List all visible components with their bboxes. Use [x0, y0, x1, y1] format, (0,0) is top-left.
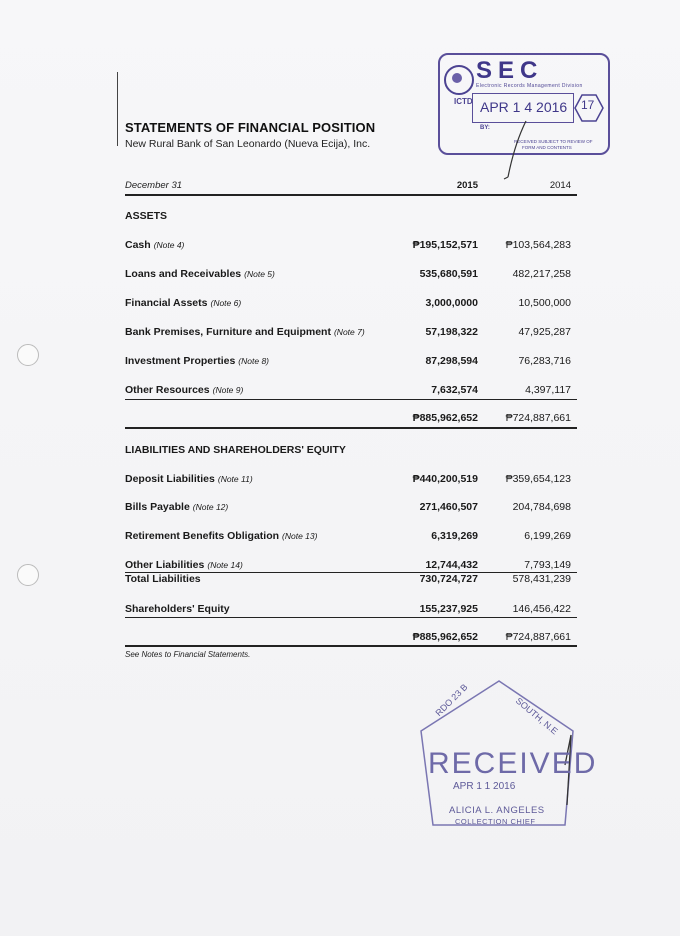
sec-stamp-note: RECEIVED SUBJECT TO REVIEW OF [514, 139, 593, 144]
assets-total-2015: ₱885,962,652 [412, 412, 478, 424]
received-stamp-word: RECEIVED [428, 747, 598, 780]
divider [125, 617, 577, 618]
date-header: December 31 [125, 180, 183, 191]
double-rule [125, 645, 577, 647]
table-header [125, 180, 577, 194]
column-header-2015: 2015 [456, 180, 478, 191]
grand-total-2015: ₱885,962,652 [412, 631, 478, 643]
row-note: (Note 5) [244, 269, 275, 279]
value-2015: 87,298,594 [425, 355, 478, 367]
assets-total-2014: ₱724,887,661 [505, 412, 571, 424]
value-2015: 535,680,591 [419, 268, 478, 280]
row-note: (Note 12) [192, 502, 229, 512]
table-row [125, 384, 577, 398]
row-label: Loans and Receivables [125, 268, 242, 280]
row-note: (Note 14) [207, 560, 243, 570]
value-2014: 6,199,269 [524, 530, 571, 542]
assets-total-row [125, 412, 577, 426]
sec-stamp-word: SEC [476, 57, 544, 84]
row-note: (Note 9) [212, 385, 244, 395]
assets-heading: ASSETS [125, 210, 168, 222]
punch-hole [17, 344, 39, 366]
received-stamp-region: SOUTH, N.E [513, 695, 560, 737]
row-note: (Note 7) [333, 327, 365, 337]
liabilities-heading: LIABILITIES AND SHAREHOLDERS' EQUITY [125, 444, 346, 456]
sec-stamp-date: APR 1 4 2016 [480, 99, 568, 115]
received-stamp-title: COLLECTION CHIEF [455, 817, 536, 826]
sec-stamp-side: ICTD [454, 97, 473, 106]
divider [125, 399, 577, 400]
sec-stamp [438, 53, 610, 155]
total-liabilities-row [125, 573, 577, 587]
value-2015: 271,460,507 [419, 501, 478, 513]
value-2014: 4,397,117 [525, 384, 571, 396]
row-label: Investment Properties [125, 355, 236, 367]
table-row [125, 326, 577, 340]
row-label: Retirement Benefits Obligation [125, 530, 280, 542]
double-rule [125, 427, 577, 429]
value-2015: 155,237,925 [419, 603, 478, 615]
row-note: (Note 11) [217, 474, 253, 484]
received-stamp-rdo: RDO 23 B [433, 681, 470, 719]
equity-row [125, 603, 577, 617]
page-title: STATEMENTS OF FINANCIAL POSITION [125, 120, 376, 135]
sec-stamp-note: FORM AND CONTENTS [522, 145, 572, 150]
divider [125, 194, 577, 196]
row-label: Shareholders' Equity [125, 603, 230, 615]
value-2014: 76,283,716 [518, 355, 571, 367]
received-stamp-name: ALICIA L. ANGELES [449, 805, 545, 816]
row-label: Other Resources [125, 384, 210, 396]
row-note: (Note 13) [282, 531, 318, 541]
value-2014: 7,793,149 [524, 559, 571, 571]
table-row [125, 501, 577, 515]
table-row [125, 473, 577, 487]
table-row [125, 239, 577, 253]
value-2014: 578,431,239 [512, 573, 571, 585]
value-2015: 7,632,574 [431, 384, 478, 396]
value-2014: 204,784,698 [512, 501, 571, 513]
value-2015: 730,724,727 [419, 573, 478, 585]
value-2014: ₱103,564,283 [505, 239, 571, 251]
sec-stamp-number: 17 [581, 98, 595, 112]
row-label: Financial Assets [125, 297, 208, 309]
row-note: (Note 8) [238, 356, 270, 366]
table-row [125, 297, 577, 311]
sec-stamp-line: Electronic Records Management Division [476, 83, 583, 89]
received-stamp [415, 675, 598, 835]
table-row [125, 530, 577, 544]
margin-line [117, 72, 118, 146]
company-name: New Rural Bank of San Leonardo (Nueva Ecija), Inc. [125, 138, 371, 150]
value-2015: ₱195,152,571 [412, 239, 478, 251]
value-2014: 10,500,000 [518, 297, 571, 309]
signature-mark [498, 117, 538, 187]
value-2015: 12,744,432 [425, 559, 478, 571]
value-2014: 146,456,422 [512, 603, 571, 615]
table-row [125, 268, 577, 282]
value-2014: 482,217,258 [512, 268, 571, 280]
value-2015: 6,319,269 [431, 530, 478, 542]
grand-total-row [125, 631, 577, 645]
row-label: Other Liabilities [125, 559, 205, 571]
grand-total-2014: ₱724,887,661 [505, 631, 571, 643]
row-label: Bank Premises, Furniture and Equipment [125, 326, 331, 338]
row-label: Bills Payable [125, 501, 190, 513]
value-2015: 3,000,0000 [425, 297, 478, 309]
row-label: Total Liabilities [125, 573, 201, 585]
row-label: Cash [125, 239, 151, 251]
table-row [125, 559, 577, 573]
column-header-2014: 2014 [549, 180, 571, 191]
value-2014: ₱359,654,123 [505, 473, 571, 485]
value-2014: 47,925,287 [518, 326, 571, 338]
value-2015: 57,198,322 [425, 326, 478, 338]
punch-hole [17, 564, 39, 586]
received-stamp-date: APR 1 1 2016 [453, 781, 516, 792]
row-note: (Note 4) [153, 240, 185, 250]
row-label: Deposit Liabilities [125, 473, 215, 485]
footnote: See Notes to Financial Statements. [125, 650, 251, 659]
row-note: (Note 6) [210, 298, 242, 308]
sec-stamp-by: BY: [480, 125, 490, 131]
table-row [125, 355, 577, 369]
value-2015: ₱440,200,519 [412, 473, 478, 485]
seal-icon [444, 65, 474, 95]
